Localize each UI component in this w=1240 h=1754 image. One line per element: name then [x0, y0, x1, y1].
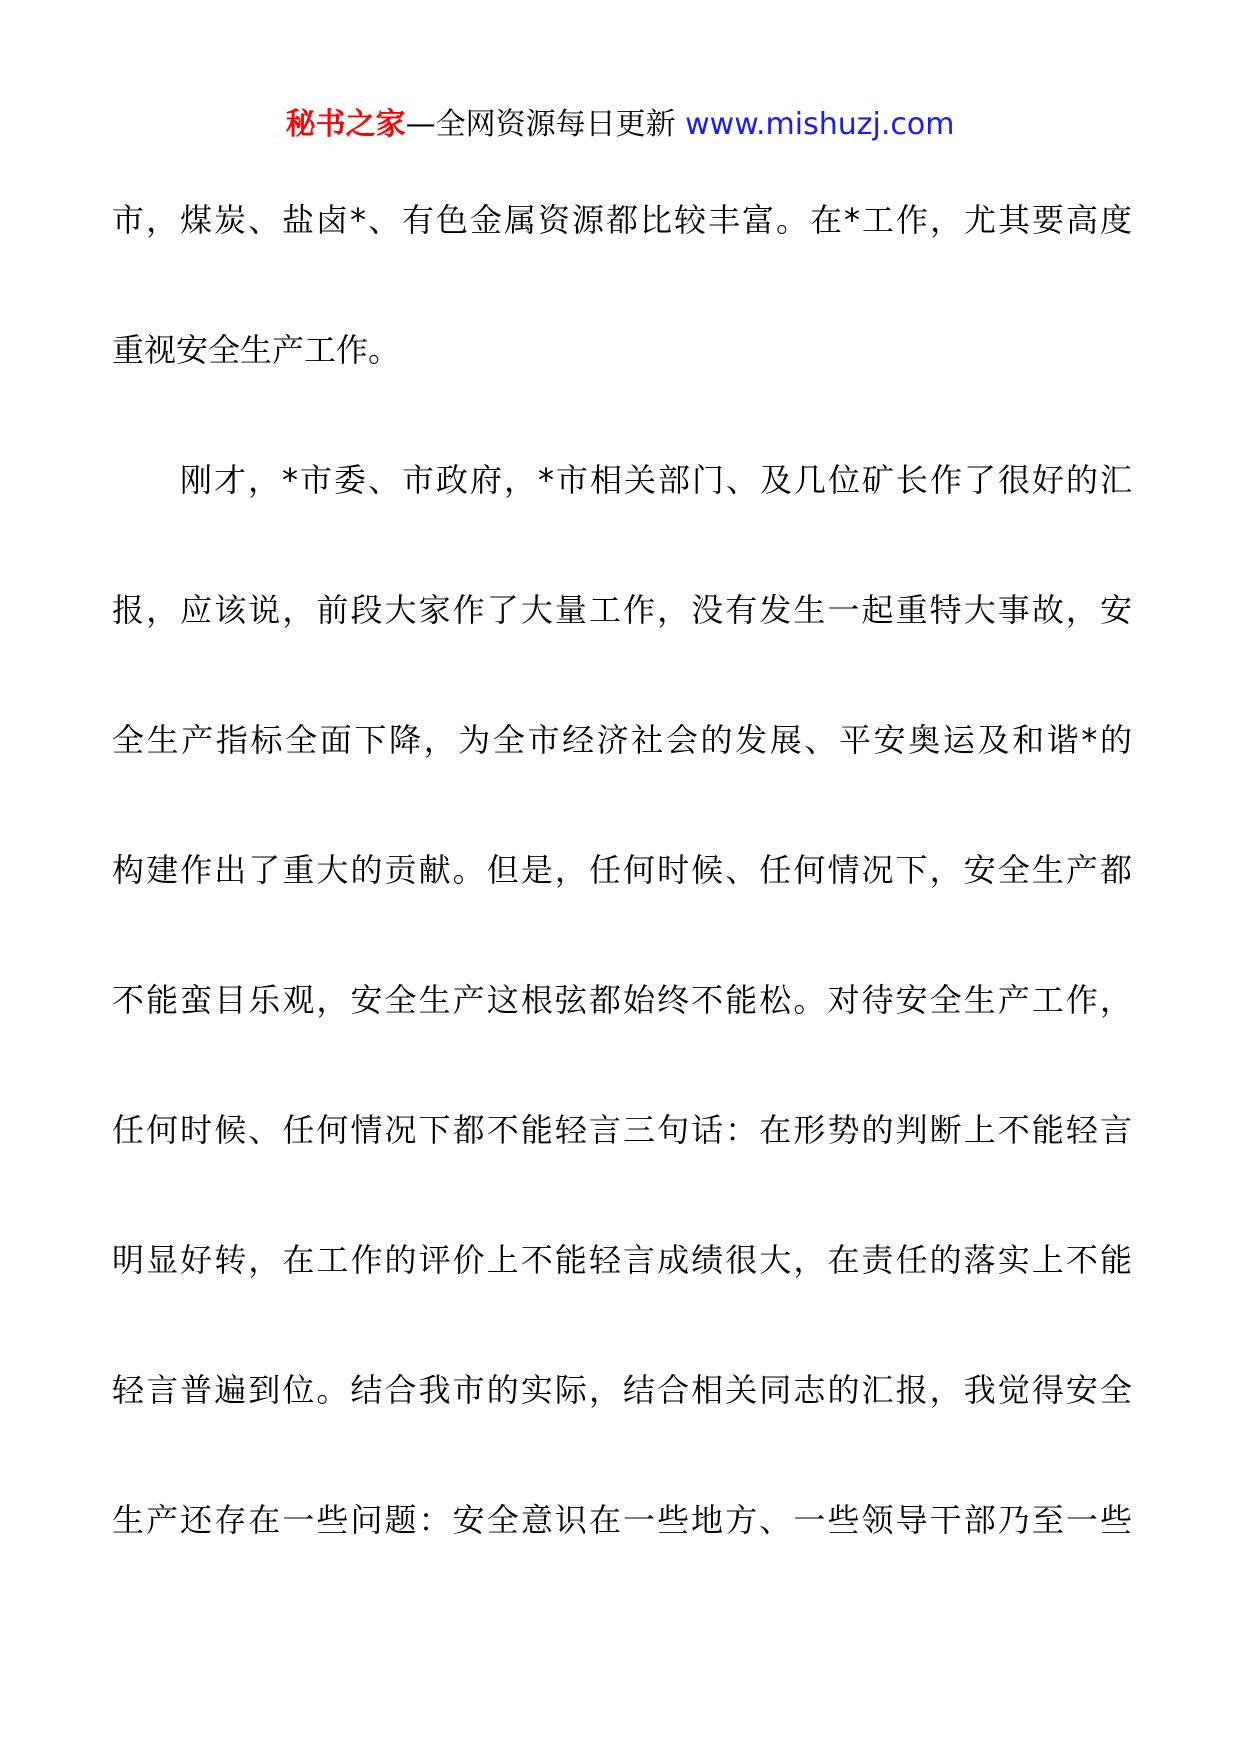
document-body — [112, 155, 1132, 1585]
text-line: 轻言普遍到位。结合我市的实际，结合相关同志的汇报，我觉得安全 — [112, 1371, 1132, 1409]
header-brand: 秘书之家 — [285, 107, 406, 142]
text-line: 报，应该说，前段大家作了大量工作，没有发生一起重特大事故，安 — [112, 591, 1132, 629]
text-line: 任何时候、任何情况下都不能轻言三句话：在形势的判断上不能轻言 — [112, 1111, 1132, 1149]
text-line: 重视安全生产工作。 — [112, 331, 401, 369]
paragraph-first-line: 刚才，*市委、市政府，*市相关部门、及几位矿长作了很好的汇 — [180, 461, 1132, 499]
text-line: 全生产指标全面下降，为全市经济社会的发展、平安奥运及和谐*的 — [112, 721, 1132, 759]
header-tagline: —全网资源每日更新 — [405, 107, 676, 142]
text-line: 明显好转，在工作的评价上不能轻言成绩很大，在责任的落实上不能 — [112, 1241, 1132, 1279]
header-site-link[interactable]: www.mishuzj.com — [685, 107, 955, 142]
text-line: 市，煤炭、盐卤*、有色金属资源都比较丰富。在*工作，尤其要高度 — [112, 201, 1132, 239]
text-line: 构建作出了重大的贡献。但是，任何时候、任何情况下，安全生产都 — [112, 851, 1132, 889]
text-line: 不能蛮目乐观，安全生产这根弦都始终不能松。对待安全生产工作， — [112, 981, 1132, 1019]
text-line: 生产还存在一些问题：安全意识在一些地方、一些领导干部乃至一些 — [112, 1501, 1132, 1539]
page-header — [0, 100, 1240, 150]
